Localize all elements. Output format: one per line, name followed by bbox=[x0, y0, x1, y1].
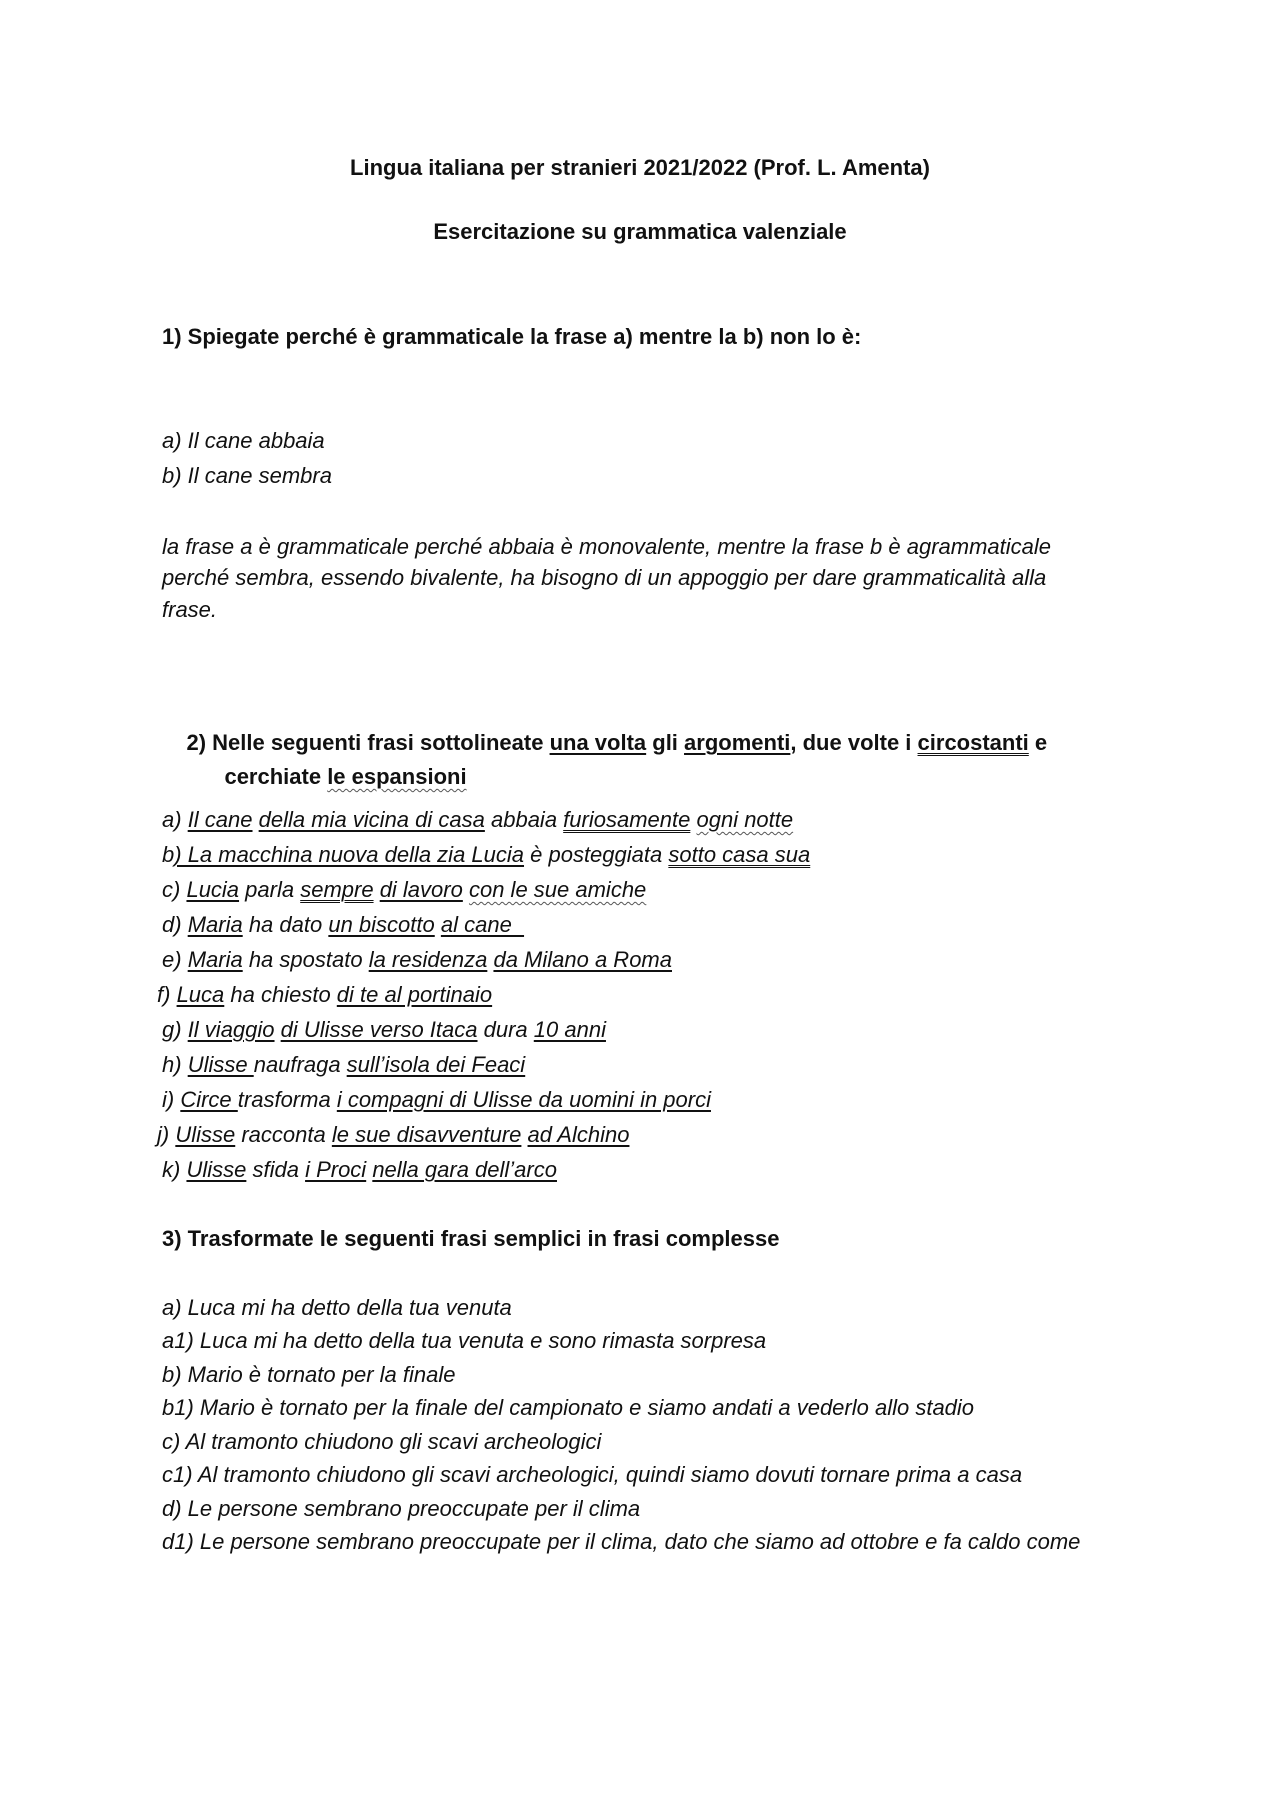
ex3-item: b) Mario è tornato per la finale bbox=[162, 1362, 456, 1387]
exercise-title: Esercitazione su grammatica valenziale bbox=[433, 219, 847, 244]
ex3-item: c) Al tramonto chiudono gli scavi archeologici bbox=[162, 1429, 602, 1454]
prompt-double-underlined: circostanti bbox=[917, 730, 1029, 755]
item-text: f) bbox=[157, 982, 177, 1007]
ex1-sentence-a: a) Il cane abbaia bbox=[162, 428, 325, 453]
course-title: Lingua italiana per stranieri 2021/2022 (Prof. L. Amenta) bbox=[350, 155, 930, 180]
item-text: trasforma bbox=[237, 1087, 337, 1112]
argument: Maria bbox=[187, 947, 243, 972]
argument: ) La macchina nuova della zia Lucia bbox=[174, 842, 525, 867]
item-text: a) bbox=[162, 807, 188, 832]
argument: da Milano a Roma bbox=[493, 947, 672, 972]
item-text: ha spostato bbox=[242, 947, 369, 972]
item-text: racconta bbox=[235, 1122, 332, 1147]
argument: i Proci bbox=[305, 1157, 367, 1182]
ex3-item: a) Luca mi ha detto della tua venuta bbox=[162, 1295, 512, 1320]
ex2-item-b bbox=[162, 841, 810, 869]
ex1-prompt: 1) Spiegate perché è grammaticale la frase a) mentre la b) non lo è: bbox=[162, 324, 862, 349]
circumstantial: sotto casa sua bbox=[668, 842, 811, 867]
ex3-item: b1) Mario è tornato per la finale del campionato e siamo andati a vederlo allo stadio bbox=[162, 1395, 975, 1420]
item-text: b bbox=[162, 842, 175, 867]
item-text: ha chiesto bbox=[224, 982, 337, 1007]
item-text: h) bbox=[162, 1052, 188, 1077]
item-text: k) bbox=[162, 1157, 187, 1182]
item-text: naufraga bbox=[253, 1052, 347, 1077]
item-text: parla bbox=[239, 877, 301, 902]
prompt-text: e bbox=[1028, 730, 1048, 755]
argument: Lucia bbox=[186, 877, 240, 902]
argument: ad Alchino bbox=[527, 1122, 630, 1147]
ex3-prompt: 3) Trasformate le seguenti frasi semplici in frasi complesse bbox=[162, 1226, 780, 1251]
argument: Il cane bbox=[187, 807, 253, 832]
argument: Il viaggio bbox=[187, 1017, 275, 1042]
ex3-item: c1) Al tramonto chiudono gli scavi archeologici, quindi siamo dovuti tornare prima a casa bbox=[162, 1462, 1023, 1487]
ex1-answer-line: frase. bbox=[162, 597, 218, 622]
ex1-sentence-b: b) Il cane sembra bbox=[162, 463, 332, 488]
item-text: è posteggiata bbox=[524, 842, 669, 867]
argument: 10 anni bbox=[533, 1017, 606, 1042]
prompt-text: , due volte i bbox=[790, 730, 918, 755]
ex2-item-j bbox=[157, 1121, 629, 1149]
ex3-item: a1) Luca mi ha detto della tua venuta e sono rimasta sorpresa bbox=[162, 1328, 767, 1353]
item-text: sfida bbox=[246, 1157, 306, 1182]
argument: di lavoro bbox=[379, 877, 463, 902]
argument: la residenza bbox=[368, 947, 488, 972]
argument: un biscotto bbox=[328, 912, 435, 937]
prompt-text: 2) Nelle seguenti frasi sottolineate bbox=[186, 730, 550, 755]
ex2-item-f bbox=[157, 981, 492, 1009]
ex2-item-h bbox=[162, 1051, 525, 1079]
argument: di Ulisse verso Itaca bbox=[280, 1017, 478, 1042]
prompt-underlined: argomenti bbox=[684, 730, 791, 755]
item-text: e) bbox=[162, 947, 188, 972]
argument: della mia vicina di casa bbox=[258, 807, 485, 832]
ex2-item-e bbox=[162, 946, 672, 974]
ex2-item-i bbox=[162, 1086, 711, 1114]
expansion: ogni notte bbox=[696, 807, 794, 832]
argument: Luca bbox=[176, 982, 225, 1007]
prompt-wavy: le espansioni bbox=[327, 764, 467, 789]
item-text: dura bbox=[477, 1017, 534, 1042]
argument: di te al portinaio bbox=[336, 982, 493, 1007]
argument: Ulisse bbox=[186, 1157, 247, 1182]
expansion: con le sue amiche bbox=[468, 877, 647, 902]
ex2-item-k bbox=[162, 1156, 557, 1184]
ex3-item: d) Le persone sembrano preoccupate per il clima bbox=[162, 1496, 641, 1521]
circumstantial: sempre bbox=[300, 877, 374, 902]
argument: Circe bbox=[180, 1087, 238, 1112]
argument: al cane bbox=[440, 912, 525, 937]
ex2-item-a bbox=[162, 806, 793, 834]
circumstantial: furiosamente bbox=[563, 807, 691, 832]
item-text: g) bbox=[162, 1017, 188, 1042]
argument: le sue disavventure bbox=[331, 1122, 522, 1147]
ex1-answer-line: la frase a è grammaticale perché abbaia è monovalente, mentre la frase b è agrammaticale bbox=[162, 534, 1052, 559]
argument: i compagni di Ulisse da uomini in porci bbox=[336, 1087, 711, 1112]
ex3-item: d1) Le persone sembrano preoccupate per il clima, dato che siamo ad ottobre e fa caldo come bbox=[162, 1529, 1081, 1554]
item-text: i) bbox=[162, 1087, 181, 1112]
argument: Ulisse bbox=[187, 1052, 254, 1077]
item-text: j) bbox=[157, 1122, 176, 1147]
ex2-item-g bbox=[162, 1016, 606, 1044]
ex2-item-c bbox=[162, 876, 646, 904]
argument: Maria bbox=[187, 912, 243, 937]
argument: Ulisse bbox=[175, 1122, 236, 1147]
ex2-item-d bbox=[162, 911, 524, 939]
argument: nella gara dell’arco bbox=[372, 1157, 557, 1182]
prompt-text: cerchiate bbox=[224, 764, 328, 789]
prompt-text: gli bbox=[646, 730, 685, 755]
item-text: d) bbox=[162, 912, 188, 937]
ex1-answer-line: perché sembra, essendo bivalente, ha bisogno di un appoggio per dare grammaticalità alla bbox=[162, 565, 1047, 590]
item-text: abbaia bbox=[484, 807, 564, 832]
prompt-underlined: una volta bbox=[549, 730, 647, 755]
argument: sull’isola dei Feaci bbox=[346, 1052, 526, 1077]
item-text: c) bbox=[162, 877, 187, 902]
item-text: ha dato bbox=[242, 912, 329, 937]
